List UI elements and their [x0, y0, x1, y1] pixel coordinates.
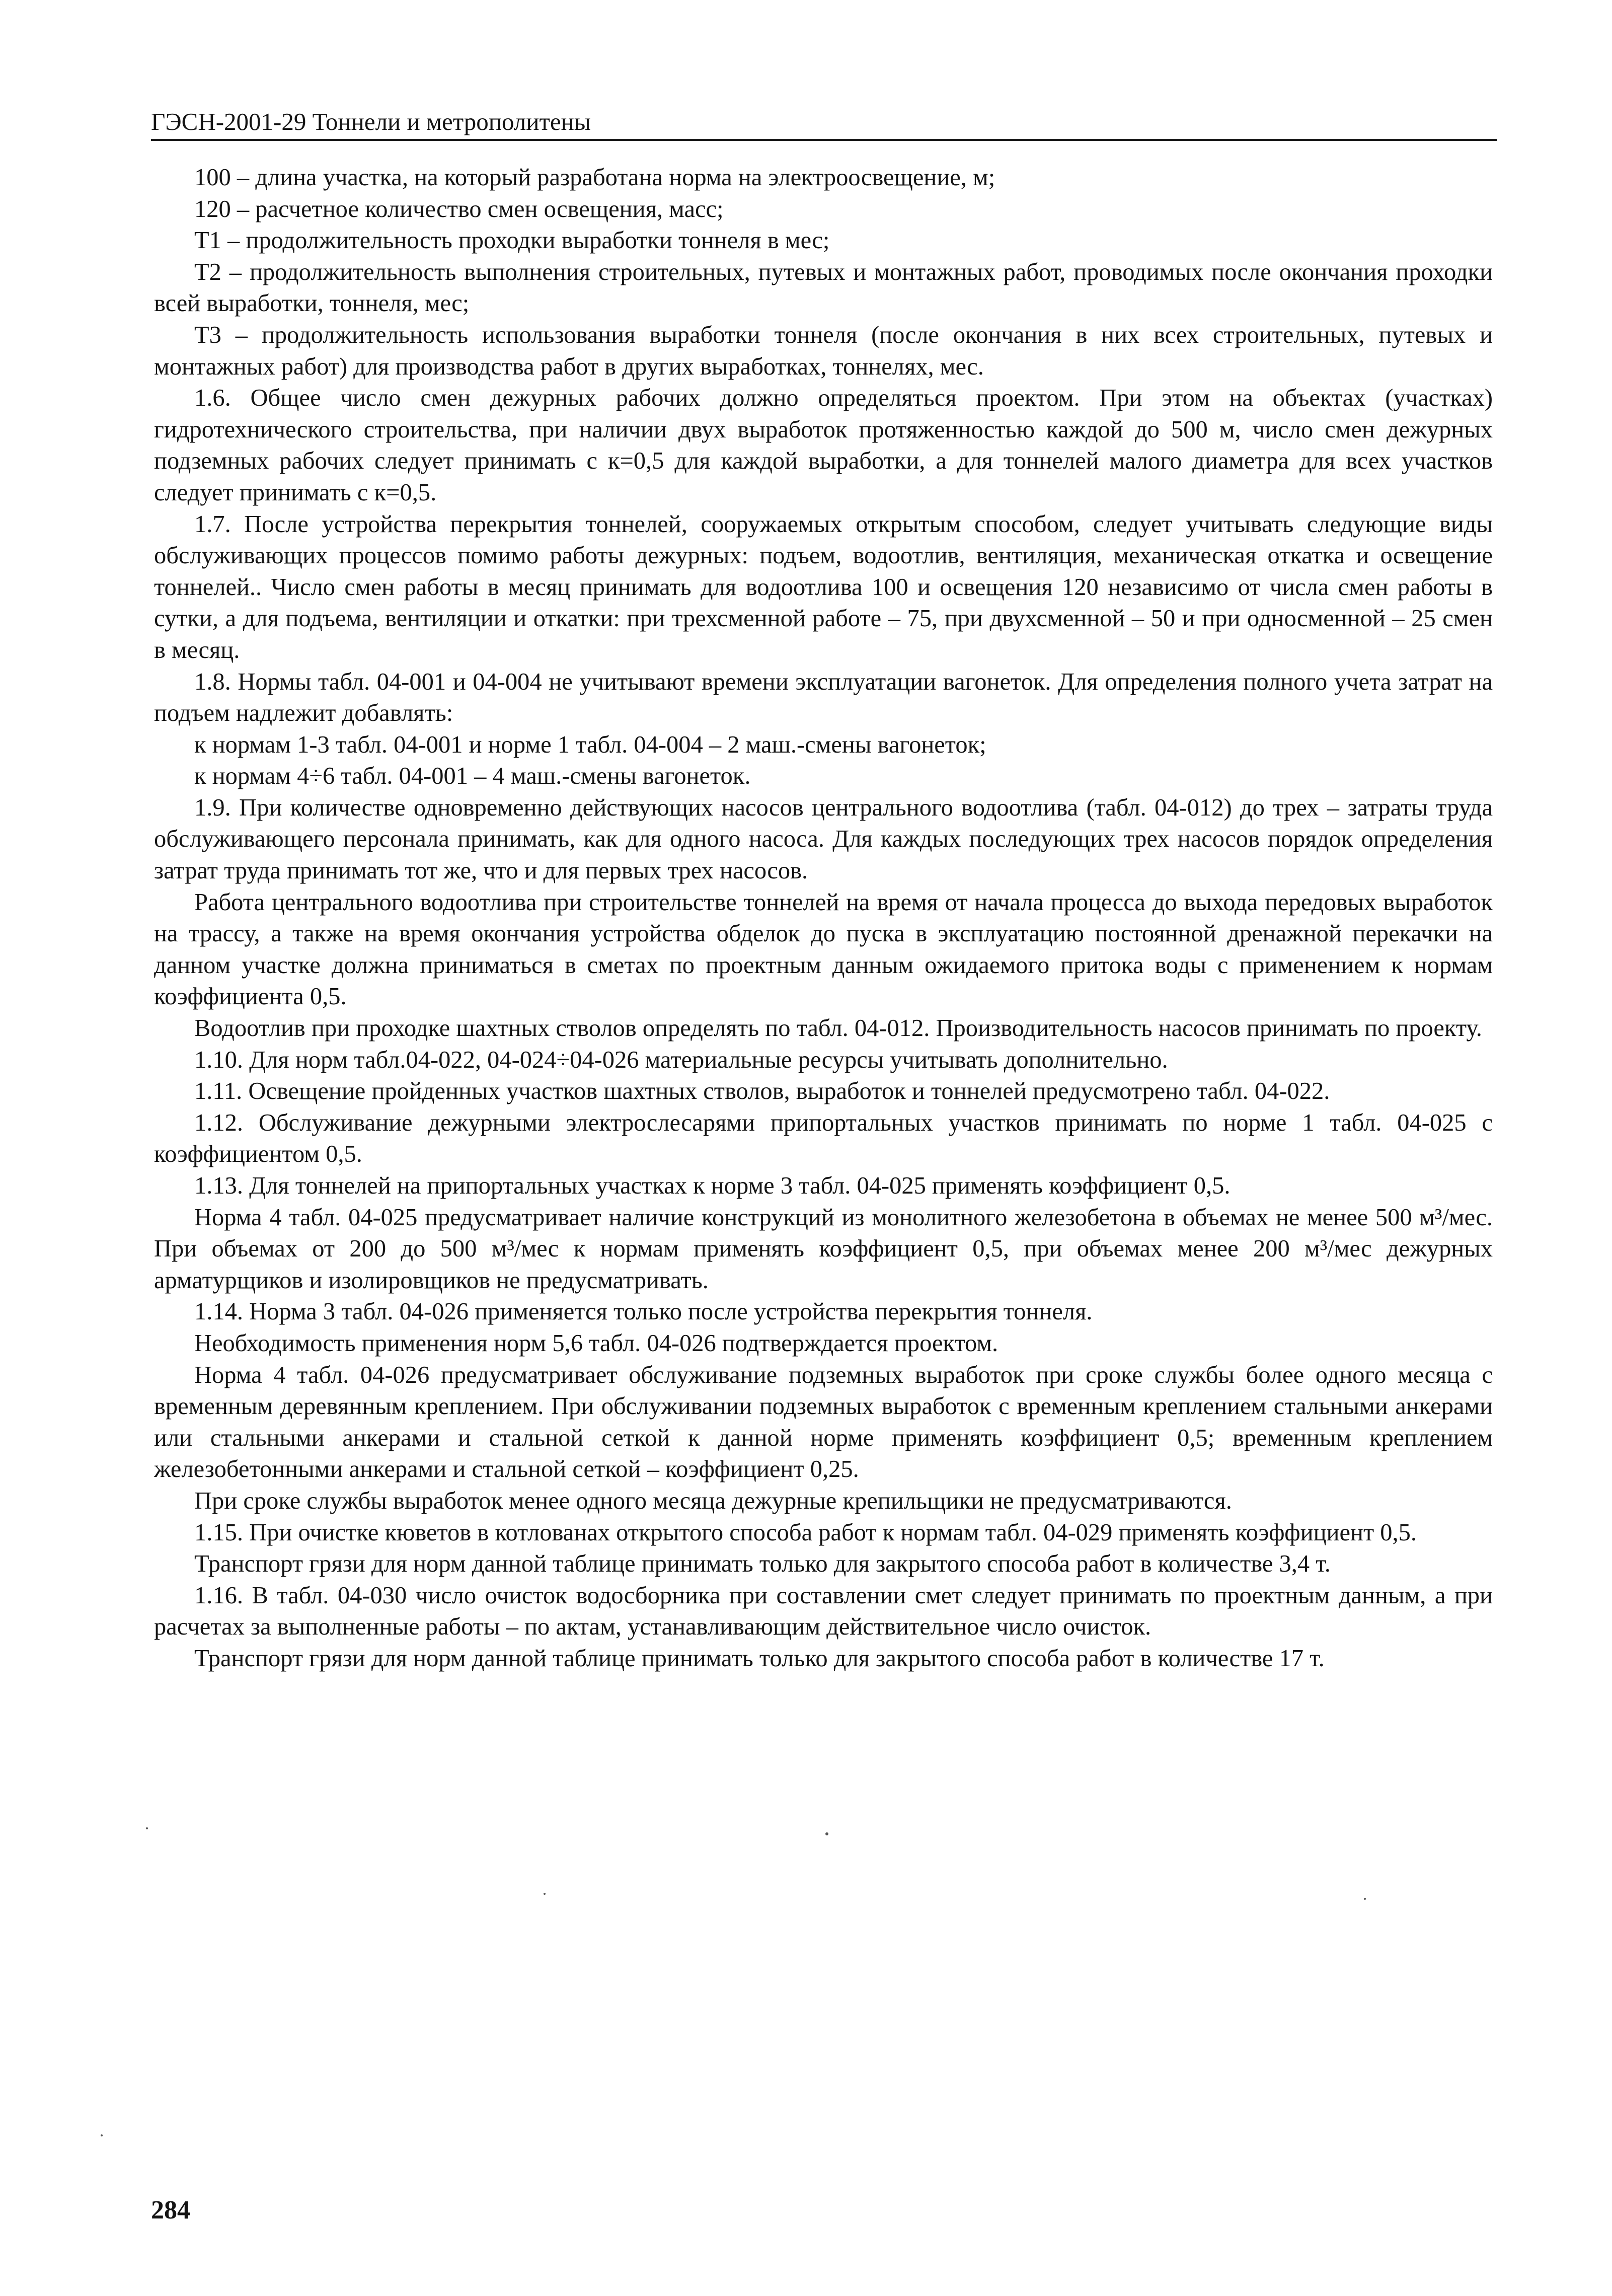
- paragraph-def-t1: Т1 – продолжительность проходки выработки тоннеля в мес;: [194, 227, 830, 254]
- scan-speck: [101, 2134, 103, 2136]
- paragraph-1-9-central-drainage: Работа центрального водоотлива при строительстве тоннелей на время от начала процесса до выхода передовых выработок на трассу, а также на время окончания устройства обделок до пуска в эксплуатацию постоянной дренажной перекачки на данном участке должна приниматься в сметах по проектным данным ожидаемого притока воды с применением к нормам коэффициента 0,5.: [154, 888, 1493, 1010]
- paragraph-1-7: 1.7. После устройства перекрытия тоннелей, сооружаемых открытым способом, следует учитывать следующие виды обслуживающих процессов помимо работы дежурных: подъем, водоотлив, вентиляция, механическая откатка и освещение тоннелей.. Число смен работы в месяц принимать для водоотлива 100 и освещения 120 независимо от числа смен работы в сутки, а для подъема, вентиляции и откатки: при трехсменной работе – 75, при двухсменной – 50 и при односменной – 25 смен в месяц.: [154, 510, 1493, 663]
- paragraph-def-t3: Т3 – продолжительность использования выработки тоннеля (после окончания в них всех строительных, путевых и монтажных работ) для производства работ в других выработках, тоннелях, мес.: [154, 321, 1493, 380]
- paragraph-1-6: 1.6. Общее число смен дежурных рабочих должно определяться проектом. При этом на объектах (участках) гидротехнического строительства, при наличии двух выработок протяженностью каждой до 500 м, число смен дежурных подземных рабочих следует принимать с к=0,5 для каждой выработки, а для тоннелей малого диаметра для всех участков следует принимать с к=0,5.: [154, 385, 1493, 506]
- paragraph-1-13-norm-4: Норма 4 табл. 04-025 предусматривает наличие конструкций из монолитного железобетона в объемах не менее 500 м³/мес. При объемах от 200 до 500 м³/мес к нормам применять коэффициент 0,5, при объемах менее 200 м³/мес дежурных арматурщиков и изолировщиков не предусматривать.: [154, 1204, 1493, 1294]
- paragraph-def-120: 120 – расчетное количество смен освещения, масс;: [194, 195, 724, 223]
- paragraph-1-14-norm-4: Норма 4 табл. 04-026 предусматривает обслуживание подземных выработок при сроке службы более одного месяца с временным деревянным креплением. При обслуживании подземных выработок с временным креплением стальными анкерами или стальными анкерами и стальной сеткой к данной норме применять коэффициент 0,5; временным креплением железобетонными анкерами и стальной сеткой – коэффициент 0,25.: [154, 1361, 1493, 1483]
- paragraph-1-9: 1.9. При количестве одновременно действующих насосов центрального водоотлива (табл. 04-012) до трех – затраты труда обслуживающего персонала принимать, как для одного насоса. Для каждых последующих трех насосов порядок определения затрат труда принимать тот же, что и для первых трех насосов.: [154, 794, 1493, 884]
- body-text: [154, 162, 1493, 1675]
- page-number: 284: [151, 2196, 190, 2225]
- scan-speck: [825, 1832, 828, 1835]
- paragraph-1-13: 1.13. Для тоннелей на припортальных участках к норме 3 табл. 04-025 применять коэффициент 0,5.: [194, 1172, 1231, 1199]
- header-rule: [151, 139, 1497, 141]
- paragraph-1-8-item-2: к нормам 4÷6 табл. 04-001 – 4 маш.-смены вагонеток.: [194, 763, 751, 790]
- paragraph-1-15: 1.15. При очистке кюветов в котлованах открытого способа работ к нормам табл. 04-029 применять коэффициент 0,5.: [194, 1519, 1417, 1546]
- paragraph-1-16-transport: Транспорт грязи для норм данной таблице принимать только для закрытого способа работ в количестве 17 т.: [194, 1645, 1325, 1672]
- paragraph-1-14-norms-5-6: Необходимость применения норм 5,6 табл. 04-026 подтверждается проектом.: [194, 1329, 999, 1357]
- paragraph-1-8-item-1: к нормам 1-3 табл. 04-001 и норме 1 табл. 04-004 – 2 маш.-смены вагонеток;: [194, 731, 986, 758]
- paragraph-1-15-transport: Транспорт грязи для норм данной таблице принимать только для закрытого способа работ в количестве 3,4 т.: [194, 1550, 1331, 1578]
- paragraph-1-10: 1.10. Для норм табл.04-022, 04-024÷04-026 материальные ресурсы учитывать дополнительно.: [194, 1046, 1168, 1073]
- running-header: ГЭСН-2001-29 Тоннели и метрополитены: [151, 108, 591, 135]
- paragraph-1-14-service-life: При сроке службы выработок менее одного месяца дежурные крепильщики не предусматриваются.: [194, 1487, 1232, 1514]
- scan-speck: [544, 1893, 546, 1895]
- paragraph-1-16: 1.16. В табл. 04-030 число очисток водосборника при составлении смет следует принимать по проектным данным, а при расчетах за выполненные работы – по актам, устанавливающим действительное число очисток.: [154, 1582, 1493, 1641]
- paragraph-1-14: 1.14. Норма 3 табл. 04-026 применяется только после устройства перекрытия тоннеля.: [194, 1298, 1093, 1325]
- paragraph-def-100: 100 – длина участка, на который разработана норма на электроосвещение, м;: [194, 164, 995, 191]
- scan-speck: [146, 1827, 148, 1829]
- paragraph-1-8: 1.8. Нормы табл. 04-001 и 04-004 не учитывают времени эксплуатации вагонеток. Для определения полного учета затрат на подъем надлежит добавлять:: [154, 668, 1493, 727]
- paragraph-1-12: 1.12. Обслуживание дежурными электрослесарями припортальных участков принимать по норме 1 табл. 04-025 с коэффициентом 0,5.: [154, 1109, 1493, 1168]
- paragraph-def-t2: Т2 – продолжительность выполнения строительных, путевых и монтажных работ, проводимых после окончания проходки всей выработки, тоннеля, мес;: [154, 258, 1493, 317]
- paragraph-1-11: 1.11. Освещение пройденных участков шахтных стволов, выработок и тоннелей предусмотрено табл. 04-022.: [194, 1078, 1330, 1105]
- scan-speck: [1364, 1898, 1366, 1900]
- paragraph-1-9-shaft-drainage: Водоотлив при проходке шахтных стволов определять по табл. 04-012. Производительность насосов принимать по проекту.: [194, 1015, 1482, 1042]
